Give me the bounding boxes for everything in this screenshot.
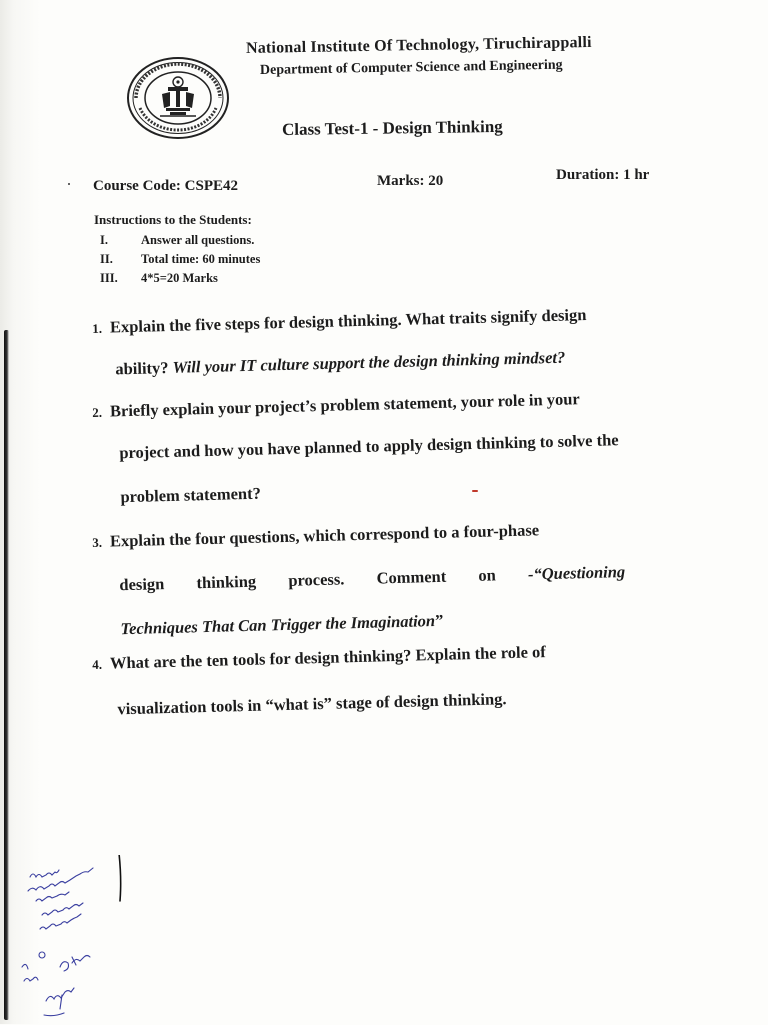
question-line (120, 484, 261, 508)
question-line (92, 520, 539, 552)
question-line (92, 389, 580, 422)
institute-seal-logo (126, 56, 230, 140)
question-line (92, 642, 546, 674)
question-3 (92, 516, 702, 639)
question-word: on (478, 565, 497, 585)
question-text: ” (434, 610, 444, 631)
question-line (115, 348, 565, 380)
question-word: Comment (376, 566, 447, 588)
question-2 (92, 386, 702, 507)
red-mark (472, 490, 478, 492)
question-4 (92, 638, 702, 719)
handwritten-annotation (20, 855, 135, 1025)
course-code: Course Code: CSPE42 (93, 178, 238, 194)
question-line (117, 689, 507, 719)
question-italic-text: Techniques That Can Trigger the Imagination (120, 611, 436, 639)
question-text: visualization tools in “what is” stage of design thinking. (117, 689, 507, 719)
question-number: 1. (92, 320, 103, 336)
question-text: Briefly explain your project’s problem statement, your role in your (109, 389, 580, 421)
scan-speck (68, 183, 70, 185)
question-1 (92, 302, 702, 379)
test-title: Class Test-1 - Design Thinking (281, 116, 503, 139)
question-number: 3. (92, 534, 103, 550)
department-name: Department of Computer Science and Engineering (259, 57, 563, 78)
question-line (120, 611, 443, 639)
instructions-title: Instructions to the Students: (94, 212, 252, 227)
scan-binding-edge (4, 330, 9, 1020)
duration: Duration: 1 hr (556, 167, 650, 183)
instruction-number: III. (100, 271, 118, 285)
question-number: 4. (92, 656, 103, 672)
instruction-text: 4*5=20 Marks (141, 271, 218, 285)
question-text: project and how you have planned to apply design thinking to solve the (119, 430, 619, 463)
instruction-text: Total time: 60 minutes (141, 252, 261, 266)
question-text: Explain the four questions, which correspond to a four-phase (109, 520, 540, 551)
question-word: design (119, 574, 165, 595)
question-italic-text: Will your IT culture support the design thinking mindset? (172, 347, 566, 377)
question-text: Explain the five steps for design thinking. What traits signify design (109, 305, 587, 337)
instruction-text: Answer all questions. (141, 233, 255, 247)
question-line (119, 562, 625, 595)
question-text: problem statement? (120, 483, 262, 507)
question-italic-text: -“Questioning (527, 562, 626, 584)
question-word: thinking (196, 571, 257, 593)
question-text: ability? (115, 357, 173, 379)
institute-name: National Institute Of Technology, Tiruchirappalli (245, 33, 592, 57)
instruction-number: I. (100, 233, 108, 247)
question-line (92, 305, 587, 338)
total-marks: Marks: 20 (377, 173, 444, 189)
question-word: process. (288, 569, 345, 590)
question-line (119, 430, 619, 463)
question-text: What are the ten tools for design thinking? Explain the role of (109, 642, 546, 673)
question-number: 2. (92, 404, 103, 420)
instruction-number: II. (100, 252, 113, 266)
